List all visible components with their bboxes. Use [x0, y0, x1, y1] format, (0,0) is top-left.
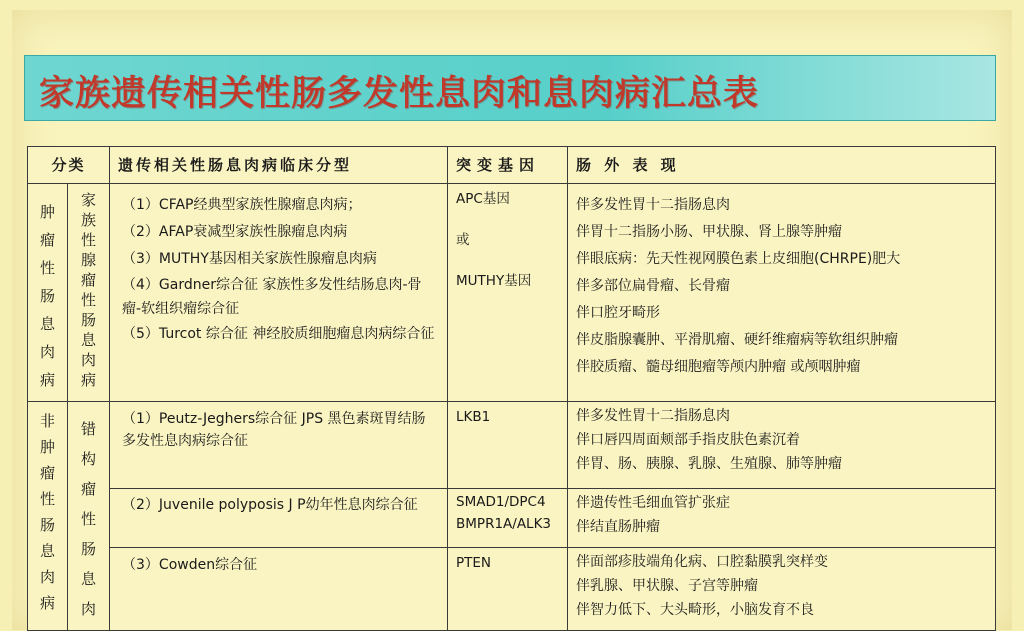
clinical-item: （4）Gardner综合征 家族性多发性结肠息肉-骨瘤-软组织瘤综合征 — [122, 277, 422, 317]
clinical-item: （2）Juvenile polyposis J P幼年性息肉综合征 — [122, 496, 418, 513]
clinical-cell — [110, 488, 448, 548]
extra-item: 伴口唇四周面颊部手指皮肤色素沉着 — [576, 432, 801, 448]
header-clinical: 遗传相关性肠息肉病临床分型 — [110, 147, 448, 184]
extra-item: 伴胃十二指肠小肠、甲状腺、肾上腺等肿瘤 — [576, 224, 843, 240]
extra-item: 伴口腔牙畸形 — [576, 305, 661, 321]
extra-item: 伴面部疹肢端角化病、口腔黏膜乳突样变 — [576, 554, 829, 571]
extra-item: 伴乳腺、甲状腺、子宫等肿瘤 — [576, 578, 759, 595]
table-row — [28, 184, 996, 402]
extra-item: 伴皮脂腺囊肿、平滑肌瘤、硬纤维瘤病等软组织肿瘤 — [576, 332, 899, 348]
header-row — [28, 147, 996, 184]
gene-value: APC基因 — [456, 191, 510, 207]
extra-cell — [568, 548, 996, 631]
subcategory-label: 家族性腺瘤性肠息肉病 — [80, 191, 96, 389]
extra-cell — [568, 488, 996, 548]
extra-item: 伴遗传性毛细血管扩张症 — [576, 494, 731, 511]
clinical-item: （1）CFAP经典型家族性腺瘤息肉病； — [122, 197, 362, 213]
clinical-cell — [110, 402, 448, 489]
gene-cell — [448, 184, 568, 402]
category-label: 非肿瘤性肠息肉病 — [39, 412, 55, 612]
extra-item: 伴胶质瘤、髓母细胞瘤等颅内肿瘤 或颅咽肿瘤 — [576, 359, 861, 375]
category-label: 肿瘤性肠息肉病 — [39, 203, 55, 389]
clinical-item: （1）Peutz-Jeghers综合征 JPS 黑色素斑胃结肠多发性息肉病综合征 — [122, 411, 426, 449]
clinical-item: （3）Cowden综合征 — [122, 557, 258, 574]
table-row — [28, 488, 996, 548]
extra-cell — [568, 402, 996, 489]
table-row — [28, 402, 996, 489]
extra-cell — [568, 184, 996, 402]
page-title: 家族遗传相关性肠多发性息肉和息肉病汇总表 — [39, 74, 760, 114]
extra-item: 伴多部位扁骨瘤、长骨瘤 — [576, 278, 731, 294]
extra-item: 伴智力低下、大头畸形，小脑发育不良 — [576, 602, 815, 619]
summary-table — [27, 146, 996, 631]
gene-value: PTEN — [456, 555, 492, 572]
clinical-cell — [110, 548, 448, 631]
header-gene: 突变基因 — [448, 147, 568, 184]
clinical-item: （2）AFAP衰减型家族性腺瘤息肉病 — [122, 224, 348, 240]
gene-cell — [448, 488, 568, 548]
gene-value: 或 — [456, 232, 470, 248]
subcategory-label: 错构瘤性肠息肉 — [80, 420, 96, 618]
gene-value: BMPR1A/ALK3 — [456, 515, 552, 532]
clinical-item: （5）Turcot 综合征 神经胶质细胞瘤息肉病综合征 — [122, 326, 435, 342]
subcategory-cell — [68, 402, 110, 631]
gene-value: MUTHY基因 — [456, 273, 532, 289]
extra-item: 伴多发性胃十二指肠息肉 — [576, 197, 731, 213]
header-category: 分类 — [28, 147, 110, 184]
gene-value: LKB1 — [456, 409, 491, 425]
category-cell — [28, 184, 68, 402]
subcategory-cell — [68, 184, 110, 402]
extra-item: 伴眼底病：先天性视网膜色素上皮细胞(CHRPE)肥大 — [576, 251, 901, 267]
gene-cell — [448, 548, 568, 631]
category-cell — [28, 402, 68, 631]
extra-item: 伴结直肠肿瘤 — [576, 518, 661, 535]
extra-item: 伴多发性胃十二指肠息肉 — [576, 408, 731, 424]
gene-cell — [448, 402, 568, 489]
title-bar — [24, 55, 996, 121]
extra-item: 伴胃、肠、胰腺、乳腺、生殖腺、肺等肿瘤 — [576, 456, 843, 472]
table-row — [28, 548, 996, 631]
header-extra: 肠 外 表 现 — [568, 147, 996, 184]
clinical-cell — [110, 184, 448, 402]
clinical-item: （3）MUTHY基因相关家族性腺瘤息肉病 — [122, 251, 377, 267]
gene-value: SMAD1/DPC4 — [456, 493, 546, 510]
